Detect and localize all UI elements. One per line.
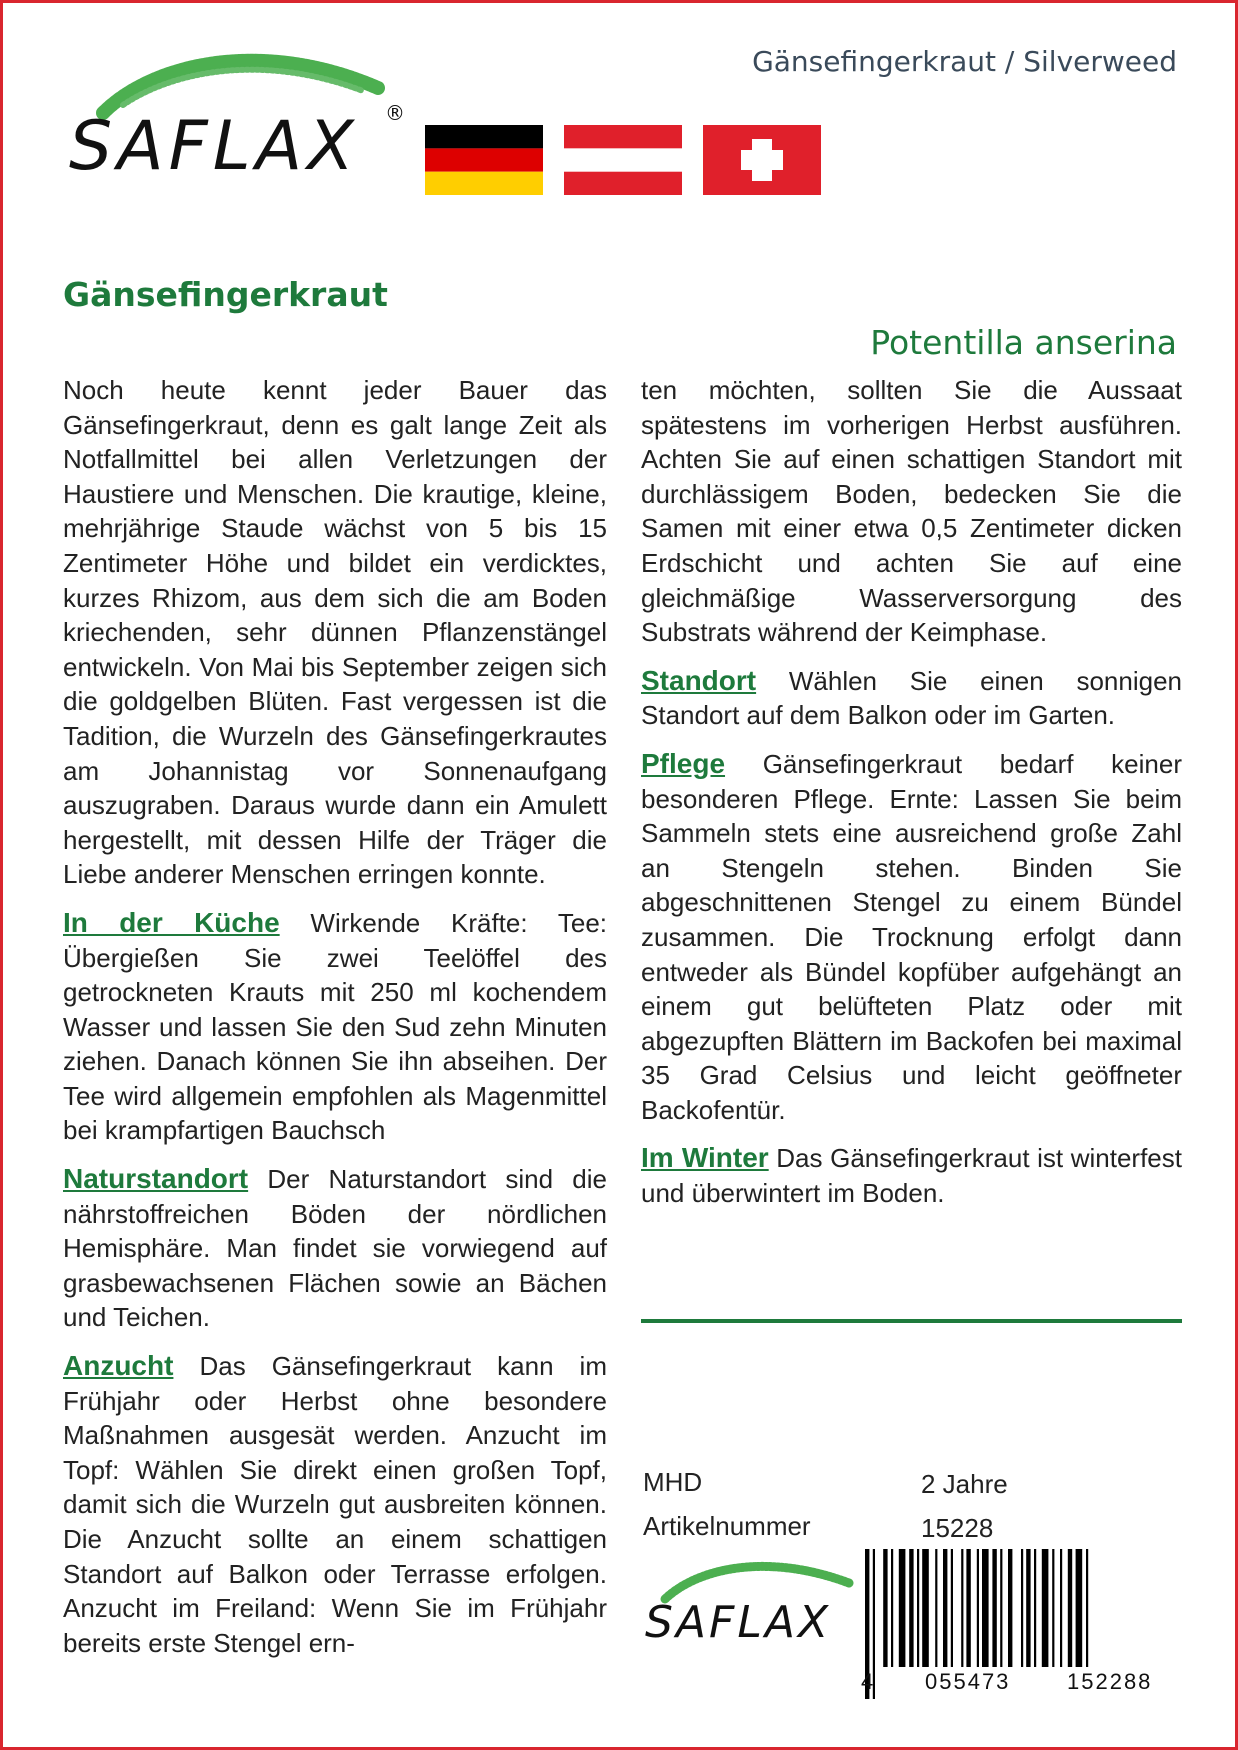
- care-section: [641, 747, 1182, 1128]
- continuation-paragraph: ten möchten, sollten Sie die Aussaat spätestens im vorherigen Herbst ausführen. Achten Sie auf einen schattigen Standort mit durchlässigem Boden, bedecken Sie die Samen mit einer etwa 0,5 Zentimeter dicken Erdschicht und achten Sie auf eine gleichmäßige Wasserversorgung des Substrats während der Keimphase.: [641, 375, 1182, 648]
- barcode-bar: [899, 1549, 906, 1667]
- article-number-value: 15228: [921, 1513, 994, 1543]
- mhd-value: 2 Jahre: [921, 1469, 1008, 1499]
- germany-flag-icon: [425, 125, 543, 195]
- barcode-bar: [951, 1549, 953, 1667]
- barcode-bar: [1052, 1549, 1054, 1667]
- barcode-bar: [982, 1549, 989, 1667]
- barcode-bar: [1042, 1549, 1049, 1667]
- article-number-label: Artikelnummer: [643, 1511, 811, 1541]
- cultivation-heading: Anzucht: [63, 1350, 174, 1382]
- section-divider: [641, 1319, 1182, 1323]
- switzerland-flag-icon: [703, 125, 821, 195]
- barcode-bar: [909, 1549, 913, 1667]
- barcode-bar: [935, 1549, 937, 1667]
- barcode-bar: [1021, 1549, 1023, 1667]
- saflax-logo-small: [643, 1553, 863, 1663]
- habitat-text: Der Naturstandort sind die nährstoffreichen Böden der nördlichen Hemisphäre. Man findet sie vorwiegend auf grasbewachsenen Flächen sowie an Bächen und Teichen.: [63, 1164, 607, 1333]
- care-text: Gänsefingerkraut bedarf keiner besonderen Pflege. Ernte: Lassen Sie beim Sammeln stets eine ausreichend große Zahl an Stengeln stehen. Binden Sie abgeschnittenen Stengel zu einem Bündel zusammen. Die Trocknung erfolgt dann entweder als Bündel kopfüber aufgehängt an einem gut belüfteten Platz oder mit abgezupften Blättern im Backofen bei maximal 35 Grad Celsius und leicht geöffneter Backofentür.: [641, 748, 1182, 1125]
- right-text-column: [641, 373, 1182, 1225]
- barcode-group-right: 152288: [1067, 1669, 1153, 1694]
- saflax-logo: [63, 43, 423, 213]
- barcode-bar: [883, 1549, 887, 1667]
- barcode-bar: [943, 1549, 947, 1667]
- austria-flag-icon: [564, 125, 682, 195]
- barcode-bar: [1060, 1549, 1062, 1667]
- cultivation-text: Das Gänsefingerkraut kann im Frühjahr oder Herbst ohne besondere Maßnahmen ausgesät werden. Anzucht im Topf: Wählen Sie direkt einen großen Topf, damit sich die Wurzeln gut ausbreiten können. Die Anzucht sollte an einem schattigen Standort auf Balkon oder Terrasse erfolgen. Anzucht im Freiland: Wenn Sie im Frühjahr bereits erste Stengel ern-: [63, 1351, 607, 1658]
- registered-mark: ®: [385, 101, 405, 125]
- barcode-bar: [977, 1549, 979, 1667]
- care-heading: Pflege: [641, 747, 726, 779]
- barcode-digit-first: 4: [861, 1669, 874, 1694]
- barcode-bar: [1008, 1549, 1012, 1667]
- barcode-bar: [961, 1549, 963, 1667]
- logo-wordmark-small: SAFLAX: [645, 1597, 832, 1648]
- kitchen-text: Wirkende Kräfte: Tee: Übergießen Sie zwei Teelöffel des getrockneten Krauts mit 250 ml kochendem Wasser und lassen Sie den Sud zehn Minuten ziehen. Danach können Sie ihn abseihen. Der Tee wird allgemein empfohlen als Magenmittel bei krampfartigen Bauchsch: [63, 907, 608, 1146]
- location-heading: Standort: [641, 664, 757, 696]
- barcode-bar: [1026, 1549, 1030, 1667]
- location-section: [641, 664, 1182, 733]
- left-text-column: [63, 373, 607, 1674]
- winter-heading: Im Winter: [641, 1142, 769, 1174]
- barcode-bar: [891, 1549, 893, 1667]
- barcode-bar: [992, 1549, 996, 1667]
- barcode-bar: [1076, 1549, 1083, 1667]
- intro-paragraph: Noch heute kennt jeder Bauer das Gänsefingerkraut, denn es galt lange Zeit als Notfallmittel bei allen Verletzungen der Haustiere und Menschen. Die krautige, kleine, mehrjährige Staude wächst von 5 bis 15 Zentimeter Höhe und bildet ein verdicktes, kurzes Rhizom, aus dem sich die am Boden kriechenden, sehr dünnen Pflanzenstängel entwickeln. Von Mai bis September zeigen sich die goldgelben Blüten. Fast vergessen ist die Tadition, die Wurzeln des Gänsefingerkrautes am Johannistag vor Sonnenaufgang auszugraben. Daraus wurde dann ein Amulett hergestellt, mit dessen Hilfe der Träger die Liebe anderer Menschen erringen konnte.: [63, 375, 607, 890]
- latin-name: Potentilla anserina: [870, 323, 1177, 362]
- barcode-bar: [922, 1549, 929, 1667]
- winter-section: [641, 1141, 1182, 1210]
- barcode-bar: [1000, 1549, 1002, 1667]
- cultivation-section: [63, 1349, 607, 1660]
- location-text: Wählen Sie einen sonnigen Standort auf dem Balkon oder im Garten.: [641, 665, 1182, 731]
- mhd-label: MHD: [643, 1467, 703, 1497]
- logo-wordmark: SAFLAX: [69, 107, 359, 186]
- page-title: Gänsefingerkraut: [63, 275, 388, 314]
- product-line-title: Gänsefingerkraut / Silverweed: [752, 45, 1177, 78]
- barcode-bar: [1086, 1549, 1088, 1667]
- kitchen-section: [63, 906, 607, 1148]
- barcode-bar: [966, 1549, 970, 1667]
- habitat-section: [63, 1162, 607, 1335]
- kitchen-heading: In der Küche: [63, 906, 280, 938]
- barcode-bar: [917, 1549, 919, 1667]
- barcode-group-left: 055473: [925, 1669, 1011, 1694]
- habitat-heading: Naturstandort: [63, 1163, 249, 1195]
- winter-text: Das Gänsefingerkraut ist winterfest und überwintert im Boden.: [641, 1143, 1182, 1209]
- barcode-bar: [1034, 1549, 1036, 1667]
- barcode-bar: [1068, 1549, 1072, 1667]
